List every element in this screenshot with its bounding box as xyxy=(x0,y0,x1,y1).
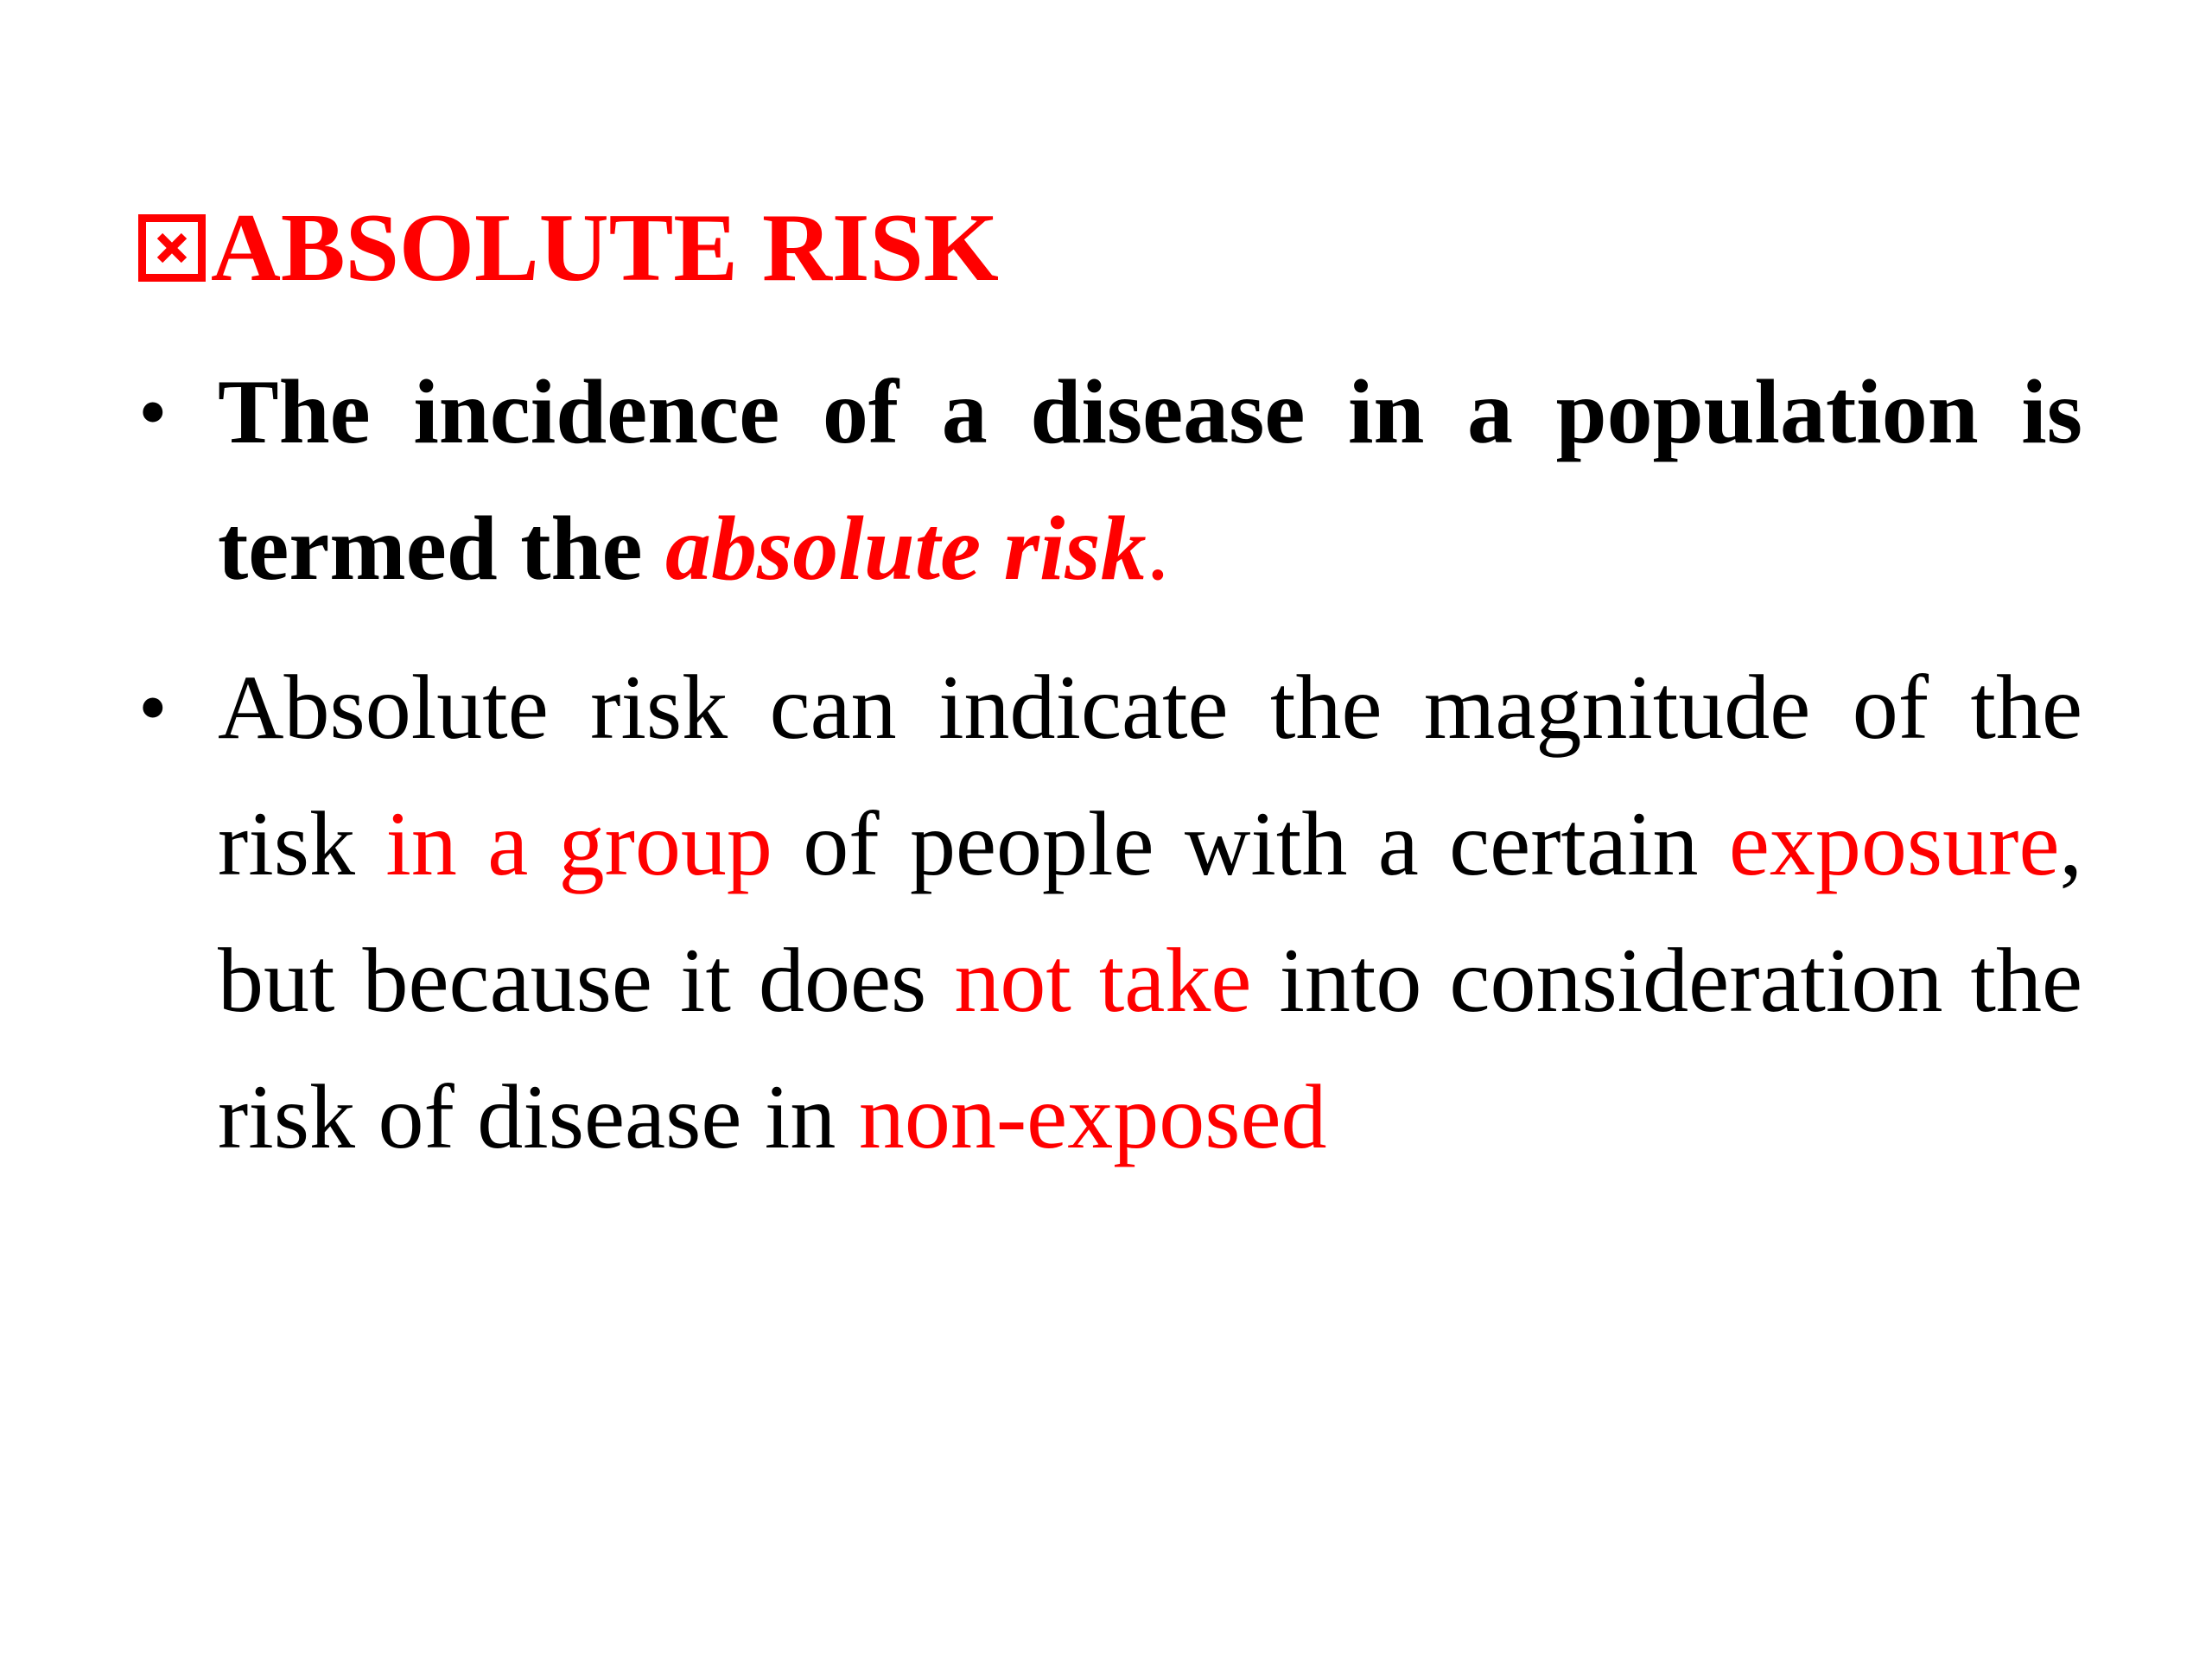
bullet-item-1 xyxy=(130,344,2082,617)
bullet-2-highlight-not-take: not take xyxy=(954,930,1252,1031)
bullet-2-text-plain-4: into consideration the risk of disease in xyxy=(218,930,2083,1167)
bullet-dot-icon: • xyxy=(138,365,168,458)
heading-text: ABSOLUTE RISK xyxy=(211,194,999,302)
bullet-item-2 xyxy=(130,639,2082,1185)
bullet-text-2 xyxy=(218,639,2082,1185)
bullet-2-highlight-non-exposed: non-exposed xyxy=(858,1066,1327,1167)
slide-heading xyxy=(138,192,999,304)
bullet-2-text-plain-1: Absolute risk can indicate the magnitude of the risk xyxy=(218,657,2082,894)
bullet-1-text-plain: The incidence of a disease in a population is termed the xyxy=(218,361,2082,599)
bullet-2-highlight-exposure: exposure xyxy=(1728,793,2060,894)
bullet-2-text-plain-2: of people with a certain xyxy=(772,793,1729,894)
bullet-1-term-highlight: absolute risk xyxy=(665,498,1147,599)
bullet-dot-icon: • xyxy=(138,661,168,753)
checkbox-x-icon xyxy=(138,214,206,282)
bullet-2-text-plain-3: , but because it does xyxy=(218,793,2083,1031)
bullet-text-1 xyxy=(218,344,2082,617)
bullet-1-period: . xyxy=(1146,498,1170,599)
bullet-2-highlight-in-a-group: in a group xyxy=(385,793,772,894)
